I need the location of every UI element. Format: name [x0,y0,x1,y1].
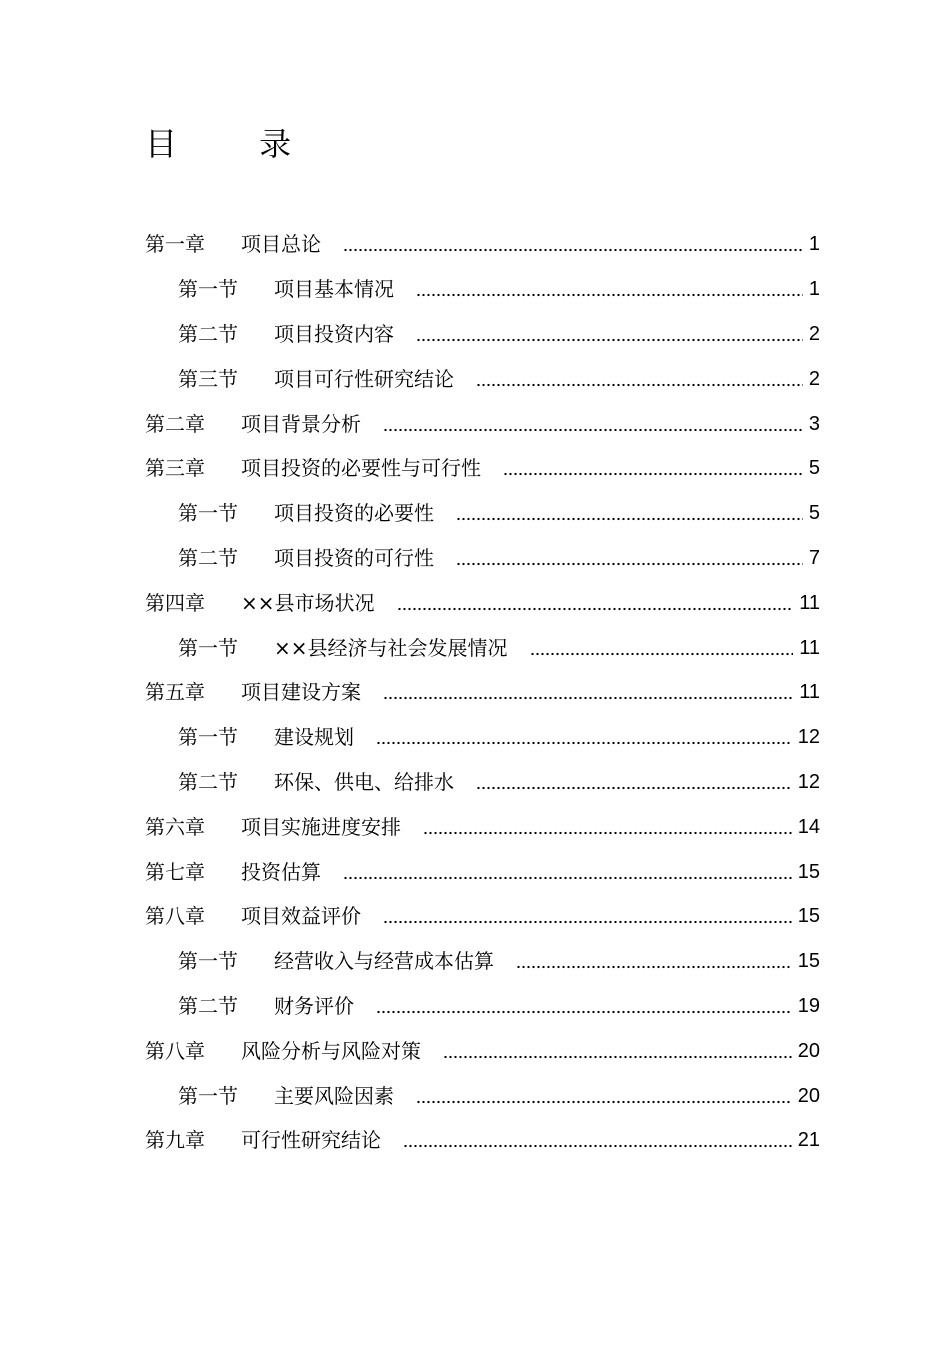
toc-dot-leader [403,1144,792,1148]
toc-dot-leader [443,1055,792,1059]
toc-dot-leader [376,1010,792,1014]
toc-section-entry[interactable] [0,939,820,984]
toc-section-entry[interactable] [0,715,820,760]
toc-entry-number: 第九章 [145,1128,205,1153]
toc-entry-number: 第一章 [145,232,205,257]
toc-entry-title: 项目背景分析 [241,411,361,436]
toc-dot-leader [530,652,794,656]
toc-chapter-entry[interactable] [0,1118,820,1163]
toc-dot-leader [456,562,803,566]
toc-section-entry[interactable] [0,267,820,312]
toc-entry-number: 第三章 [145,456,205,481]
toc-entry-page-number: 19 [797,994,820,1017]
table-of-contents [0,222,950,1163]
toc-entry-title: 项目实施进度安排 [241,814,401,839]
toc-chapter-entry[interactable] [0,401,820,446]
toc-entry-title: ××县经济与社会发展情况 [274,635,508,660]
toc-entry-page-number: 15 [797,905,820,928]
toc-entry-title: 项目投资的必要性 [274,501,434,526]
toc-entry-page-number: 12 [797,770,820,793]
toc-entry-title: ××县市场状况 [241,590,375,615]
toc-entry-number: 第六章 [145,814,205,839]
toc-dot-leader [376,741,792,745]
toc-dot-leader [343,876,792,880]
toc-entry-page-number: 21 [797,1129,820,1152]
toc-section-entry[interactable] [0,625,820,670]
toc-entry-page-number: 5 [808,502,820,525]
toc-dot-leader [416,293,803,297]
toc-entry-title: 投资估算 [241,859,321,884]
toc-chapter-entry[interactable] [0,580,820,625]
toc-entry-page-number: 20 [797,1039,820,1062]
toc-entry-page-number: 2 [808,367,820,390]
toc-entry-number: 第二章 [145,411,205,436]
toc-chapter-entry[interactable] [0,1028,820,1073]
toc-dot-leader [383,428,803,432]
toc-entry-number: 第二节 [178,545,238,570]
toc-entry-number: 第七章 [145,859,205,884]
toc-entry-title: 项目投资的必要性与可行性 [241,456,481,481]
toc-entry-number: 第二节 [178,993,238,1018]
toc-section-entry[interactable] [0,1073,820,1118]
toc-dot-leader [416,338,803,342]
toc-entry-number: 第一节 [178,501,238,526]
toc-entry-title: 可行性研究结论 [241,1128,381,1153]
toc-entry-number: 第一节 [178,949,238,974]
toc-entry-title: 项目建设方案 [241,680,361,705]
toc-entry-number: 第一节 [178,277,238,302]
toc-entry-title: 财务评价 [274,993,354,1018]
toc-dot-leader [383,920,792,924]
toc-section-entry[interactable] [0,356,820,401]
toc-dot-leader [476,786,792,790]
toc-section-entry[interactable] [0,491,820,536]
toc-section-entry[interactable] [0,312,820,357]
toc-entry-page-number: 20 [797,1084,820,1107]
toc-entry-page-number: 12 [797,726,820,749]
toc-dot-leader [456,517,803,521]
toc-entry-title: 风险分析与风险对策 [241,1038,421,1063]
toc-entry-number: 第一节 [178,635,238,660]
toc-entry-title: 项目可行性研究结论 [274,366,454,391]
toc-entry-page-number: 11 [799,591,820,614]
toc-title: 目 录 [145,125,328,163]
toc-chapter-entry[interactable] [0,222,820,267]
toc-entry-title: 经营收入与经营成本估算 [274,949,494,974]
toc-entry-title: 项目效益评价 [241,904,361,929]
toc-dot-leader [516,965,792,969]
toc-dot-leader [476,383,803,387]
toc-entry-page-number: 2 [808,322,820,345]
toc-chapter-entry[interactable] [0,804,820,849]
toc-entry-page-number: 15 [797,950,820,973]
toc-entry-number: 第二节 [178,769,238,794]
toc-entry-number: 第一节 [178,1083,238,1108]
toc-entry-number: 第八章 [145,904,205,929]
toc-chapter-entry[interactable] [0,849,820,894]
toc-entry-title: 建设规划 [274,725,354,750]
toc-entry-page-number: 11 [799,636,820,659]
toc-entry-title: 项目总论 [241,232,321,257]
toc-dot-leader [383,696,793,700]
toc-section-entry[interactable] [0,760,820,805]
toc-entry-page-number: 3 [808,412,820,435]
toc-entry-number: 第一节 [178,725,238,750]
toc-chapter-entry[interactable] [0,446,820,491]
toc-entry-title: 项目投资的可行性 [274,545,434,570]
toc-dot-leader [416,1100,792,1104]
toc-entry-number: 第四章 [145,590,205,615]
toc-entry-page-number: 5 [808,457,820,480]
toc-entry-page-number: 7 [808,546,820,569]
toc-entry-number: 第八章 [145,1038,205,1063]
toc-entry-number: 第二节 [178,321,238,346]
toc-entry-title: 主要风险因素 [274,1083,394,1108]
toc-entry-title: 环保、供电、给排水 [274,769,454,794]
toc-entry-number: 第五章 [145,680,205,705]
toc-entry-page-number: 15 [797,860,820,883]
toc-entry-page-number: 1 [808,278,820,301]
toc-dot-leader [397,607,794,611]
toc-dot-leader [503,472,803,476]
toc-section-entry[interactable] [0,984,820,1029]
toc-chapter-entry[interactable] [0,670,820,715]
toc-entry-title: 项目基本情况 [274,277,394,302]
toc-section-entry[interactable] [0,536,820,581]
toc-entry-page-number: 14 [797,815,820,838]
toc-dot-leader [343,248,803,252]
toc-entry-title: 项目投资内容 [274,321,394,346]
toc-entry-page-number: 1 [808,233,820,256]
toc-entry-page-number: 11 [799,681,820,704]
toc-dot-leader [423,831,792,835]
toc-entry-number: 第三节 [178,366,238,391]
toc-chapter-entry[interactable] [0,894,820,939]
